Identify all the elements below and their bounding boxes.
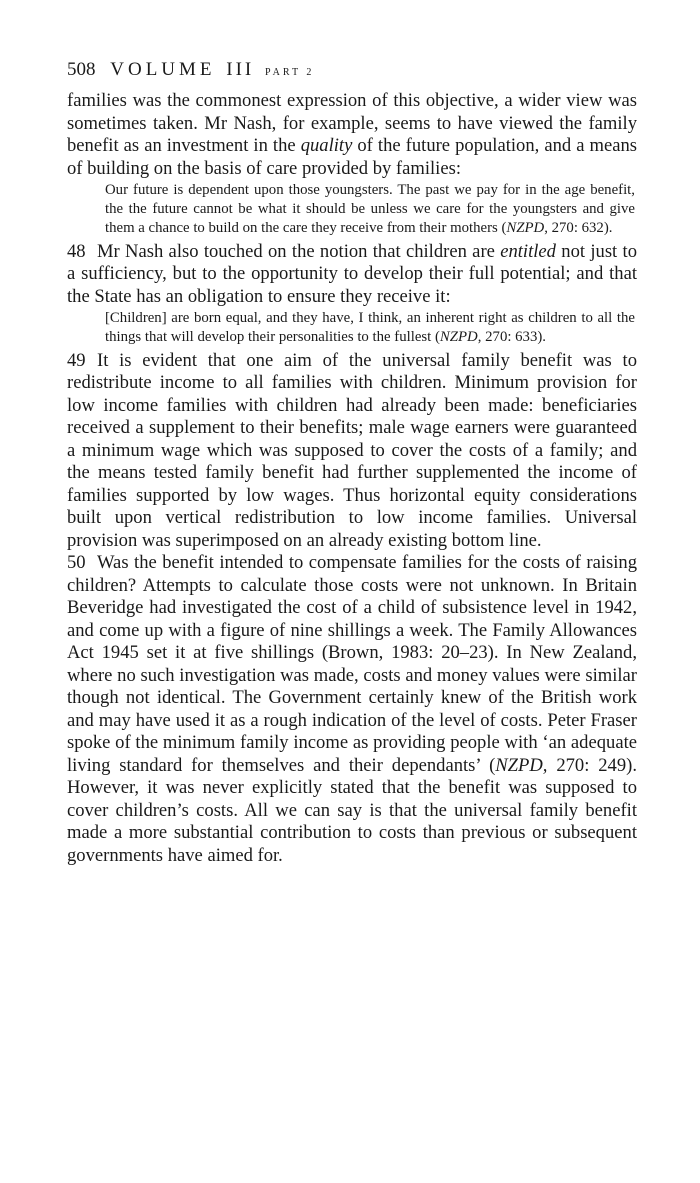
running-head-part: PART 2 xyxy=(265,67,315,78)
paragraph xyxy=(67,90,637,180)
text-run: It is evident that one aim of the universal family benefit was to redistribute income to all families with children. Minimum provision for low income families with children had already been made: beneficiaries received a supplement to their benefits; male wage earners were guaranteed a minimum wage which was supposed to cover the costs of a family; and the means tested family benefit had further supplemented the income of families supported by low wages. Thus horizontal equity considerations built upon vertical redistribution to low income families. Universal provision was superimposed on an already existing bottom line. xyxy=(67,349,637,551)
paragraph-number: 49 xyxy=(67,349,86,371)
body-text xyxy=(67,90,637,867)
document-page xyxy=(67,58,637,867)
italic-text: entitled xyxy=(500,240,556,262)
paragraph-number: 48 xyxy=(67,240,86,262)
text-run: of the future population, and a means of building on the basis of care provided by families: xyxy=(67,135,638,179)
paragraph xyxy=(67,552,637,867)
running-head-volume: VOLUME xyxy=(110,59,216,80)
italic-text: NZPD xyxy=(439,329,478,346)
italic-text: quality xyxy=(300,135,353,156)
running-head xyxy=(67,58,637,82)
text-run: , 270: 632). xyxy=(544,220,613,237)
text-run: Mr Nash also touched on the notion that children are xyxy=(97,240,501,262)
text-run: not just to a sufficiency, but to the opportunity to develop their full potential; and that the State has an obligation to ensure they receive it: xyxy=(67,240,637,307)
text-run: families was the commonest expression of this objective, a wider view was sometimes taken. Mr Nash, for example, seems to have viewed the family benefit as an investment in the xyxy=(67,90,637,156)
block-quote xyxy=(105,309,635,347)
text-run: [Children] are born equal, and they have, I think, an inherent right as children to all the things that will develop their personalities to the fullest ( xyxy=(105,310,635,346)
text-run: 270: 249). However, it was never explicitly stated that the benefit was supposed to cover children’s costs. All we can say is that the universal family benefit made a more substantial contribution to costs than previous or subsequent governments have aimed for. xyxy=(67,754,637,866)
paragraph xyxy=(67,350,637,553)
italic-text: NZPD xyxy=(506,220,545,237)
text-run: , 270: 633). xyxy=(477,329,546,346)
paragraph-number: 50 xyxy=(67,552,86,574)
text-run: Was the benefit intended to compensate families for the costs of raising children? Attempts to calculate those costs were not unknown. In Britain Beveridge had investigated the cost of a child of subsistence level in 1942, and come up with a figure of nine shillings a week. The Family Allowances Act 1945 set it at five shillings (Brown, 1983: 20–23). In New Zealand, where no such investigation was made, costs and money values were similar though not identical. The Government certainly knew of the British work and may have used it as a rough indication of the level of costs. Peter Fraser spoke of the minimum family income as providing people with ‘an adequate living standard for themselves and their dependants’ ( xyxy=(67,552,637,776)
paragraph xyxy=(67,241,637,309)
page-number: 508 xyxy=(67,59,96,80)
block-quote xyxy=(105,181,635,239)
italic-text: NZPD, xyxy=(495,754,548,776)
text-run: Our future is dependent upon those youngsters. The past we pay for in the age benefit, the the future cannot be what it should be unless we care for the youngsters and give them a chance to build on the care they receive from their mothers ( xyxy=(105,182,635,237)
running-head-volume-number: III xyxy=(226,59,255,80)
